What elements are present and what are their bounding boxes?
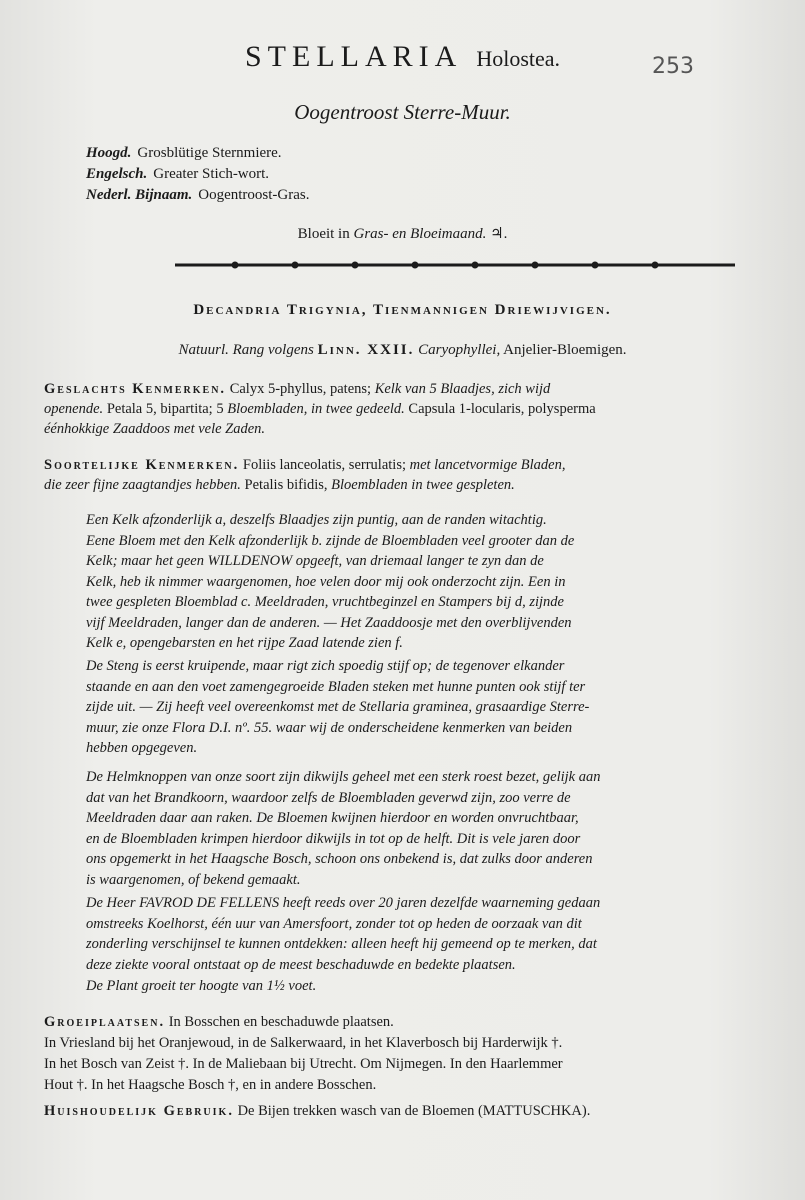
section-heading: Soortelijke Kenmerken. xyxy=(44,457,240,473)
name-row-dutch: Nederl. Bijnaam. Oogentroost-Gras. xyxy=(86,187,310,203)
perennial-symbol: ♃. xyxy=(490,226,508,242)
name-row-english: Engelsch. Greater Stich-wort. xyxy=(86,166,270,182)
linnaean-class: Decandria Trigynia, Tienmannigen Driewijvigen. xyxy=(193,302,612,318)
household-use-section: Huishoudelijk Gebruik. De Bijen trekken wasch van de Bloemen (MATTUSCHKA). xyxy=(44,1103,591,1119)
ornamental-rule xyxy=(175,258,735,272)
height-paragraph: De Plant groeit ter hoogte van 1½ voet. xyxy=(86,978,317,994)
natural-rank: Natuurl. Rang volgens Linn. XXII. Caryophyllei, Anjelier-Bloemigen. xyxy=(178,342,627,358)
vernacular-names xyxy=(86,143,310,206)
dutch-name-subtitle: Oogentroost Sterre-Muur. xyxy=(294,100,511,124)
section-heading: Geslachts Kenmerken. xyxy=(44,381,227,397)
species-title: Holostea. xyxy=(476,46,561,71)
habitat-first-line: Groeiplaatsen. In Bosschen en beschaduwde plaatsen. xyxy=(44,1014,394,1030)
stem-paragraph: De Steng is eerst kruipende, maar rigt zich spoedig stijf op; de tegenover elkander staande en aan den voet zamengegroeide Bladen steken met hunne punten ook stijf ter zijde uit. — Zij heeft veel overeenkomst met de Stellaria graminea, grasaardige Sterre- muur, zie onze Flora D.I. nº. 55. waar wij de onderscheidene kenmerken van beiden hebben opgegeven. xyxy=(86,658,590,756)
species-characters: Soortelijke Kenmerken. Foliis lanceolatis, serrulatis; met lancetvormige Bladen, die zeer fijne zaagtandjes hebben. Petalis bifidis, Bloembladen in twee gespleten. xyxy=(44,457,566,493)
habitat-section: Groeiplaatsen. In Bosschen en beschaduwde plaatsen. In Vriesland bij het Oranjewoud, in de Salkerwaard, in het Klaverbosch bij Harderwijk †. In het Bosch van Zeist †. In de Maliebaan bij Utrecht. Om Nijmegen. In den Haarlemmer Hout †. In het Haagsche Bosch †, en in andere Bosschen. xyxy=(44,1012,786,1096)
genus-characters: Geslachts Kenmerken. Calyx 5-phyllus, patens; Kelk van 5 Blaadjes, zich wijd openende. Petala 5, bipartita; 5 Bloembladen, in twee gedeeld. Capsula 1-locularis, polysperma éénhokkige Zaaddoos met vele Zaden. xyxy=(44,381,596,437)
section-heading: Groeiplaatsen. xyxy=(44,1014,166,1030)
section-heading: Huishoudelijk Gebruik. xyxy=(44,1103,234,1119)
handwritten-page-number: 253 xyxy=(652,54,694,79)
description-paragraph: Een Kelk afzonderlijk a, deszelfs Blaadjes zijn puntig, aan de randen witachtig. Eene Bloem met den Kelk afzonderlijk b. zijnde de Bloembladen veel grooter dan de Kelk; maar het geen WILLDENOW opgeeft, van driemaal langer te zyn dan de Kelk, heb ik nimmer waargenomen, hoe velen door mij ook onderzocht zijn. Een in twee gespleten Bloemblad c. Meeldraden, vruchtbeginzel en Stampers bij d, zijnde vijf Meeldraden, langer dan de anderen. — Het Zaaddoosje met den overblijvenden Kelk e, opengebarsten en het rijpe Zaad latende zien f. xyxy=(86,512,575,651)
name-row-german: Hoogd. Grosblütige Sternmiere. xyxy=(86,145,282,161)
anther-paragraph: De Helmknoppen van onze soort zijn dikwijls geheel met een sterk roest bezet, gelijk aan dat van het Brandkoorn, waardoor zelfs de Bloembladen geverwd zijn, zoo verre de Meeldraden daar aan raken. De Bloemen kwijnen hierdoor en worden onvruchtbaar, en de Bloembladen krimpen hierdoor dikwijls in tot op de helft. Dit is vele jaren door ons opgemerkt in het Haagsche Bosch, schoon ons onbekend is, dat zulks door anderen is waargenomen, of bekend gemaakt. xyxy=(86,769,601,888)
observation-paragraph: De Heer FAVROD DE FELLENS heeft reeds over 20 jaren dezelfde waarneming gedaan omstreeks Koelhorst, één uur van Amersfoort, zonder tot op heden de oorzaak van dit zonderling verschijnsel te kunnen ontdekken: alleen heeft hij gemeend op te merken, dat deze ziekte vooral ontstaat op de meest beschaduwde en bedekte plaatsen. xyxy=(86,895,601,973)
genus-title: STELLARIA xyxy=(244,40,463,73)
flowering-time: Bloeit in Gras- en Bloeimaand. ♃. xyxy=(297,226,508,242)
